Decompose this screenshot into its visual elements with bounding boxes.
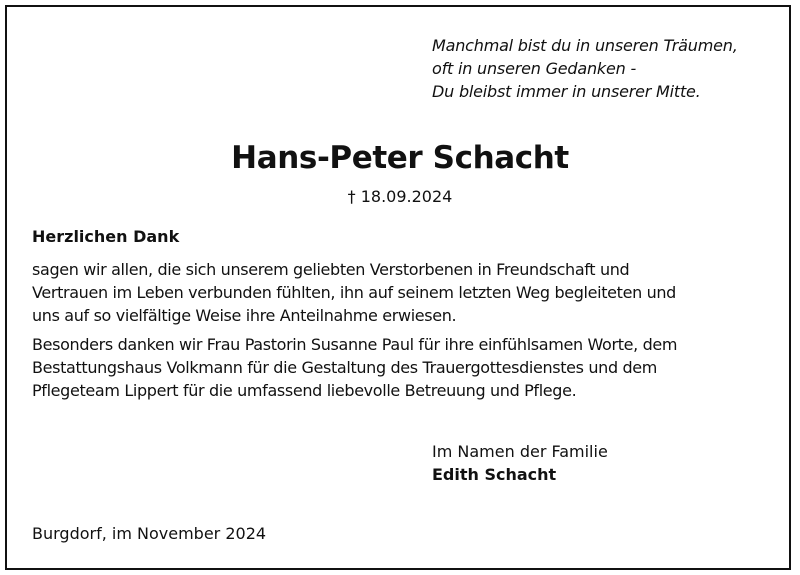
paragraph-line: Bestattungshaus Volkmann für die Gestaltung des Trauergottesdienstes und dem — [32, 358, 658, 377]
paragraph-line: sagen wir allen, die sich unserem geliebten Verstorbenen in Freundschaft und — [32, 260, 630, 279]
signature-intro: Im Namen der Familie — [432, 442, 608, 461]
signer-name: Edith Schacht — [432, 465, 557, 484]
place-and-date: Burgdorf, im November 2024 — [32, 524, 267, 543]
paragraph-line: Vertrauen im Leben verbunden fühlten, ihn auf seinem letzten Weg begleiteten und — [32, 283, 676, 302]
thanks-paragraph-special — [32, 333, 792, 402]
quote-line: Du bleibst immer in unserer Mitte. — [432, 82, 701, 101]
paragraph-line: uns auf so vielfältige Weise ihre Anteilnahme erwiesen. — [32, 306, 457, 325]
death-date: † 18.09.2024 — [347, 187, 453, 206]
thanks-paragraph-general — [32, 258, 792, 327]
thanks-heading: Herzlichen Dank — [32, 227, 180, 246]
deceased-name: Hans-Peter Schacht — [231, 140, 569, 176]
family-signature — [432, 440, 608, 486]
paragraph-line: Besonders danken wir Frau Pastorin Susanne Paul für ihre einfühlsamen Worte, dem — [32, 335, 678, 354]
paragraph-line: Pflegeteam Lippert für die umfassend liebevolle Betreuung und Pflege. — [32, 381, 577, 400]
memorial-quote — [432, 34, 772, 103]
quote-line: oft in unseren Gedanken - — [432, 59, 637, 78]
quote-line: Manchmal bist du in unseren Träumen, — [432, 36, 738, 55]
